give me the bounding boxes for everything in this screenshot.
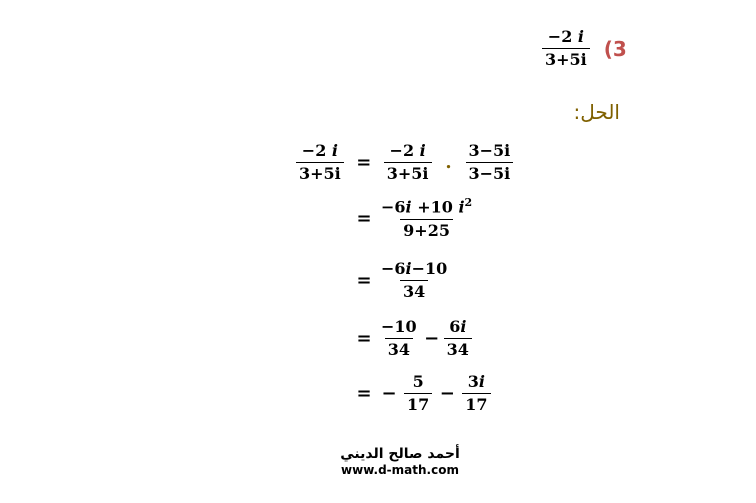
minus-sign: − — [424, 328, 440, 350]
step4-fraction-2 — [444, 318, 472, 360]
fraction-numerator: 3−5i — [468, 141, 511, 160]
step3-fraction — [378, 260, 450, 302]
problem-fraction — [542, 28, 590, 70]
step-2 — [350, 197, 475, 240]
fraction-numerator: 5 — [412, 372, 424, 391]
step5-fraction-1 — [404, 373, 432, 415]
fraction-denominator: 3+5i — [384, 162, 432, 183]
fraction-numerator: 6i — [449, 317, 467, 336]
solution-label: الحل: — [573, 100, 620, 124]
step4-fraction-1 — [378, 318, 420, 360]
multiply-dot: . — [445, 152, 452, 174]
fraction-denominator: 17 — [462, 393, 490, 414]
step1-fraction-1 — [384, 142, 432, 184]
fraction-denominator: 34 — [385, 338, 413, 359]
fraction-denominator: 17 — [404, 393, 432, 414]
step5-fraction-2 — [462, 373, 490, 415]
fraction-numerator: −2 i — [389, 141, 426, 160]
step-5 — [350, 373, 491, 415]
author-name: أحمد صالح الديني — [340, 446, 460, 462]
footer — [300, 446, 500, 477]
fraction-denominator: 3+5i — [296, 162, 344, 183]
website-link[interactable]: www.d-math.com — [341, 463, 459, 477]
fraction-numerator: −2 i — [301, 141, 338, 160]
lhs-fraction — [296, 142, 344, 184]
equals-sign: = — [356, 328, 372, 350]
minus-sign: − — [381, 383, 397, 405]
step1-fraction-2 — [466, 142, 514, 184]
equals-sign: = — [356, 270, 372, 292]
fraction-denominator: 3−5i — [466, 162, 514, 183]
fraction-denominator: 34 — [400, 280, 428, 301]
problem-number: (3 — [603, 36, 627, 61]
equals-sign: = — [356, 152, 372, 174]
fraction-numerator: 3i — [467, 372, 485, 391]
step-1 — [296, 142, 513, 184]
step-4 — [350, 318, 472, 360]
step-3 — [350, 260, 450, 302]
equals-sign: = — [356, 208, 372, 230]
equals-sign: = — [356, 383, 372, 405]
fraction-denominator: 3+5i — [542, 48, 590, 69]
fraction-numerator: −6i +10 $i^2$ — [381, 196, 473, 217]
problem-header — [542, 28, 627, 70]
fraction-numerator: −2 i — [547, 27, 584, 46]
fraction-numerator: −6i−10 — [381, 259, 448, 278]
fraction-numerator: −10 — [381, 317, 417, 336]
minus-sign: − — [439, 383, 455, 405]
step2-fraction — [378, 197, 475, 240]
fraction-denominator: 34 — [444, 338, 472, 359]
fraction-denominator: 9+25 — [400, 219, 453, 240]
